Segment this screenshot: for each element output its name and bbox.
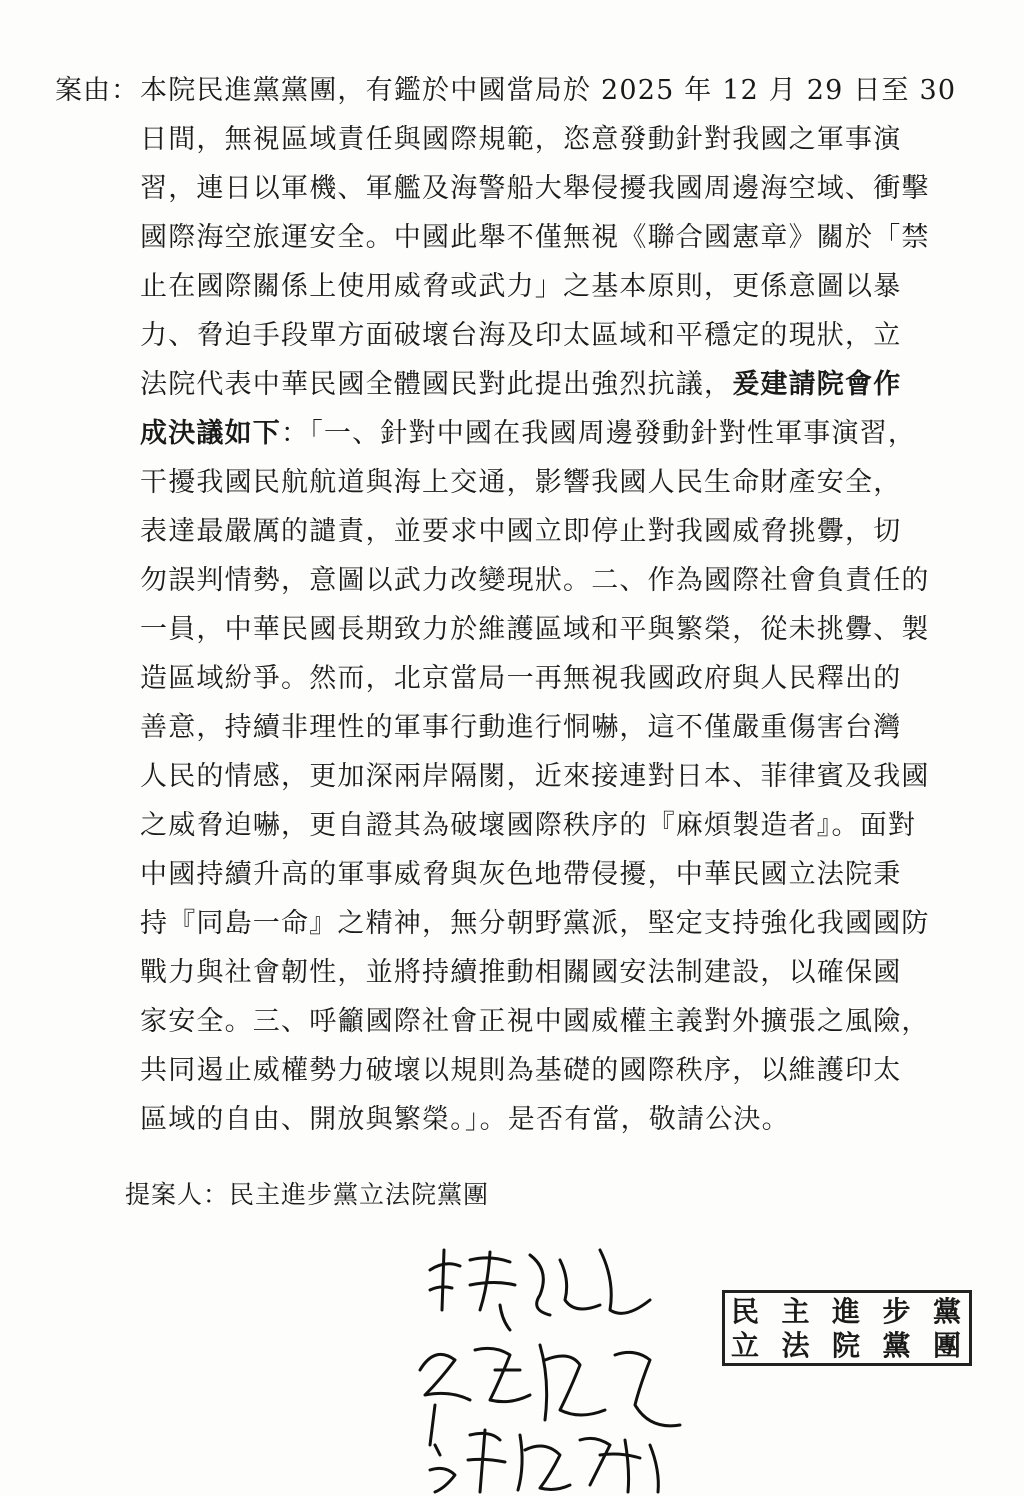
case-label: 案由：: [55, 75, 139, 106]
body-line: [140, 762, 930, 792]
body-line: [140, 615, 930, 645]
handwritten-signatures: [400, 1230, 700, 1496]
line-text: 習，連日以軍機、軍艦及海警船大舉侵擾我國周邊海空域、衝擊: [140, 173, 930, 204]
stamp-row-1: [731, 1295, 963, 1329]
body-line: [140, 713, 901, 743]
body-line: [140, 517, 901, 547]
line-text: 一員，中華民國長期致力於維護區域和平與繁榮，從未挑釁、製: [140, 614, 930, 645]
stamp-char: 立: [731, 1329, 762, 1362]
body-line: [140, 1007, 930, 1037]
line-text: 法院代表中華民國全體國民對此提出強烈抗議，: [140, 369, 733, 400]
signature-3: [430, 1430, 658, 1492]
body-line: [140, 811, 916, 841]
body-line: [140, 125, 901, 155]
stamp-char: 法: [781, 1329, 812, 1362]
line-text: 干擾我國民航航道與海上交通，影響我國人民生命財產安全，: [140, 467, 902, 498]
line-text: 日間，無視區域責任與國際規範，恣意發動針對我國之軍事演: [140, 124, 902, 155]
stamp-char: 院: [831, 1329, 862, 1362]
line-text: 力、脅迫手段單方面破壞台海及印太區域和平穩定的現狀，立: [140, 320, 902, 351]
line-text: 人民的情感，更加深兩岸隔閡，近來接連對日本、菲律賓及我國: [140, 761, 930, 792]
line-text: 善意，持續非理性的軍事行動進行恫嚇，這不僅嚴重傷害台灣: [140, 712, 902, 743]
body-line: [140, 272, 901, 302]
body-line: [140, 1105, 790, 1135]
stamp-char: 黨: [882, 1329, 913, 1362]
line-text: 勿誤判情勢，意圖以武力改變現狀。二、作為國際社會負責任的: [140, 565, 930, 596]
body-line: [140, 76, 956, 106]
stamp-char: 進: [831, 1295, 862, 1328]
bold-text: 成決議如下: [140, 418, 281, 449]
party-caucus-stamp: [722, 1290, 972, 1366]
stamp-row-2: [731, 1329, 963, 1363]
body-line: [140, 664, 901, 694]
line-text: ：「一、針對中國在我國周邊發動針對性軍事演習，: [281, 418, 917, 449]
signature-1: [430, 1250, 650, 1315]
line-text: 造區域紛爭。然而，北京當局一再無視我國政府與人民釋出的: [140, 663, 902, 694]
line-text: 本院民進黨黨團，有鑑於中國當局於 2025 年 12 月 29 日至 30: [140, 75, 957, 106]
stamp-char: 主: [781, 1295, 812, 1328]
line-text: 國際海空旅運安全。中國此舉不僅無視《聯合國憲章》關於「禁: [140, 222, 930, 253]
line-text: 家安全。三、呼籲國際社會正視中國威權主義對外擴張之風險，: [140, 1006, 930, 1037]
body-line: [140, 370, 901, 400]
body-line: [140, 566, 930, 596]
body-line: [140, 909, 930, 939]
line-text: 之威脅迫嚇，更自證其為破壞國際秩序的『麻煩製造者』。面對: [140, 810, 917, 841]
proposer-line: 提案人：民主進步黨立法院黨團: [125, 1180, 490, 1209]
body-line: [140, 468, 901, 498]
stamp-char: 黨: [932, 1295, 963, 1328]
bold-text: 爰建請院會作: [732, 369, 902, 400]
line-text: 戰力與社會韌性，並將持續推動相關國安法制建設，以確保國: [140, 957, 902, 988]
line-text: 區域的自由、開放與繁榮。」。是否有當，敬請公決。: [140, 1104, 790, 1135]
line-text: 共同遏止威權勢力破壞以規則為基礎的國際秩序，以維護印太: [140, 1055, 902, 1086]
line-text: 中國持續升高的軍事威脅與灰色地帶侵擾，中華民國立法院秉: [140, 859, 902, 890]
stamp-char: 民: [731, 1295, 762, 1328]
body-line: [140, 174, 930, 204]
body-line: [140, 321, 901, 351]
body-line: [140, 223, 930, 253]
line-text: 止在國際關係上使用威脅或武力」之基本原則，更係意圖以暴: [140, 271, 902, 302]
body-line: [140, 419, 916, 449]
line-text: 持『同島一命』之精神，無分朝野黨派，堅定支持強化我國國防: [140, 908, 930, 939]
signature-2: [420, 1305, 680, 1445]
body-line: [140, 860, 901, 890]
line-text: 表達最嚴厲的譴責，並要求中國立即停止對我國威脅挑釁，切: [140, 516, 902, 547]
body-line: [140, 958, 901, 988]
stamp-char: 團: [932, 1329, 963, 1362]
stamp-char: 步: [882, 1295, 913, 1328]
body-line: [140, 1056, 901, 1086]
